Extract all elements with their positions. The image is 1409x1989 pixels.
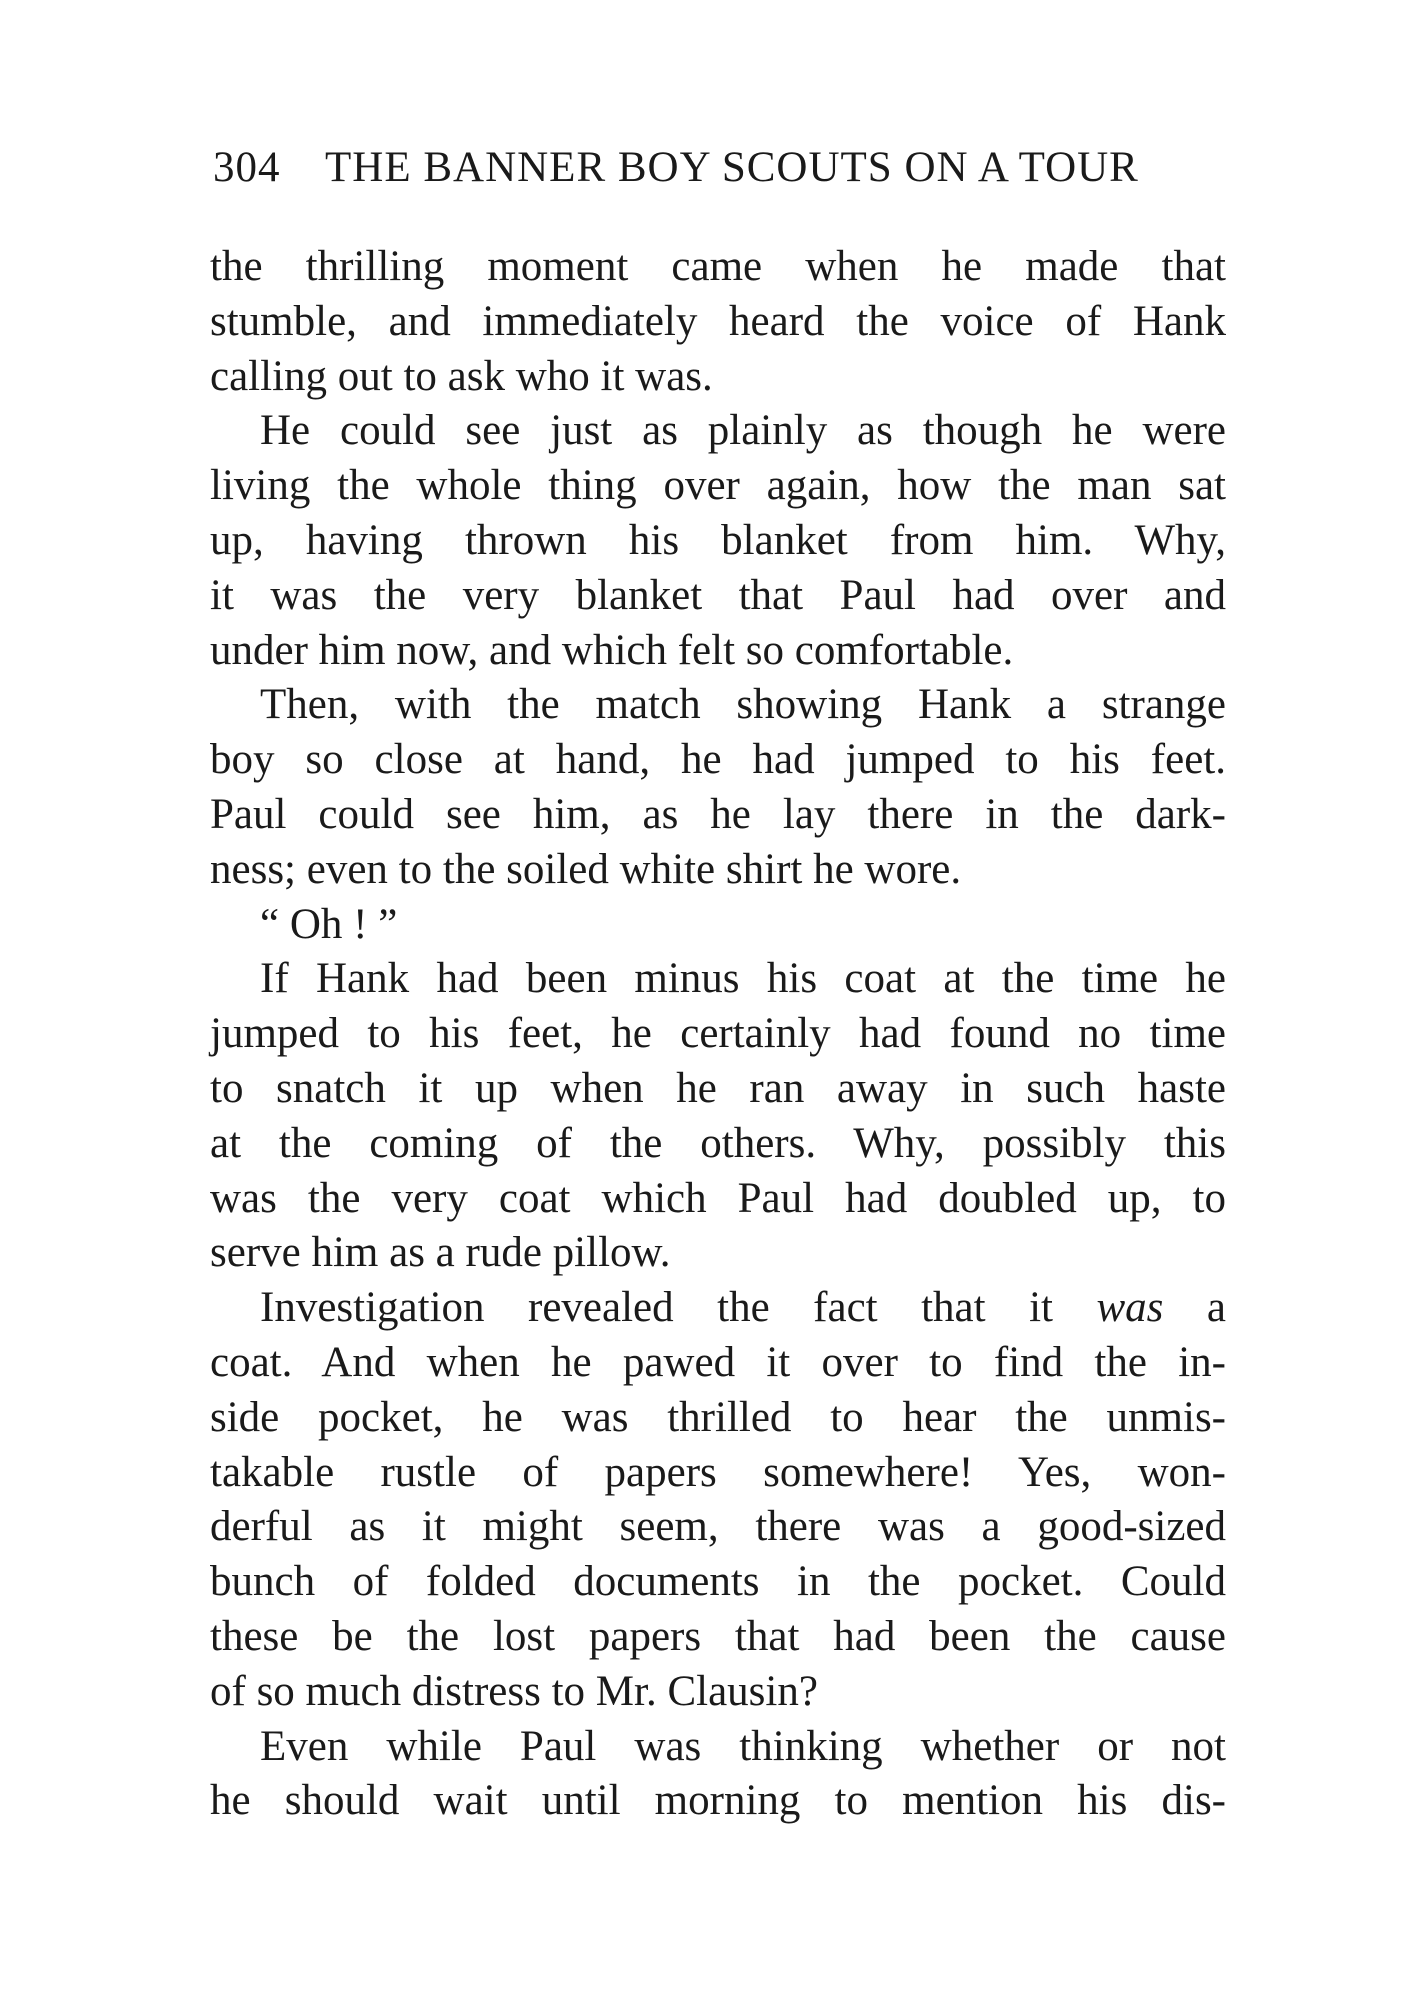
paragraph-start-line — [210, 1281, 1226, 1336]
text-line: ness; even to the soiled white shirt he wore. — [210, 845, 962, 893]
text-line: serve him as a rude pillow. — [210, 1229, 671, 1277]
text-line: bunch of folded documents in the pocket. Could — [210, 1558, 1226, 1606]
emphasized-word: was — [1096, 1284, 1164, 1332]
text-line: side pocket, he was thrilled to hear the unmis- — [210, 1393, 1226, 1441]
paragraph-start-line: If Hank had been minus his coat at the time he — [260, 955, 1226, 1003]
paragraph-start-line: Then, with the match showing Hank a strange — [260, 681, 1226, 729]
text-line: he should wait until morning to mention his dis- — [210, 1777, 1226, 1825]
investigation-text: Investigation revealed the fact that it — [260, 1284, 1097, 1332]
text-line: was the very coat which Paul had doubled up, to — [210, 1174, 1226, 1222]
text-line: Paul could see him, as he lay there in the dark- — [210, 790, 1226, 838]
text-line: calling out to ask who it was. — [210, 352, 713, 400]
text-line: the thrilling moment came when he made that — [210, 243, 1226, 290]
paragraph-start-line: He could see just as plainly as though he were — [260, 407, 1226, 455]
text-line: living the whole thing over again, how the man sat — [210, 462, 1226, 510]
page-number: 304 — [213, 144, 281, 191]
dialogue-line: “ Oh ! ” — [260, 900, 398, 948]
text-line: coat. And when he pawed it over to find the in- — [210, 1338, 1226, 1386]
text-line: of so much distress to Mr. Clausin? — [210, 1667, 818, 1715]
text-line: it was the very blanket that Paul had over and — [210, 571, 1226, 619]
text-line: under him now, and which felt so comfortable. — [210, 626, 1014, 674]
text-line: jumped to his feet, he certainly had found no time — [210, 1010, 1226, 1058]
text-line: stumble, and immediately heard the voice of Hank — [210, 297, 1226, 345]
text-line: to snatch it up when he ran away in such haste — [210, 1064, 1226, 1112]
text-line: up, having thrown his blanket from him. Why, — [210, 516, 1226, 564]
body-text — [210, 240, 1226, 1829]
text-line: takable rustle of papers somewhere! Yes, won- — [210, 1448, 1226, 1496]
text-line: at the coming of the others. Why, possibly this — [210, 1119, 1226, 1167]
paragraph-start-line: Even while Paul was thinking whether or not — [260, 1722, 1226, 1770]
page-header — [213, 143, 1223, 203]
text-line: boy so close at hand, he had jumped to his feet. — [210, 736, 1226, 784]
running-title: THE BANNER BOY SCOUTS ON A TOUR — [325, 144, 1139, 191]
text-line: these be the lost papers that had been the cause — [210, 1612, 1226, 1660]
investigation-end: a — [1163, 1284, 1226, 1332]
text-line: derful as it might seem, there was a good-sized — [210, 1503, 1226, 1551]
